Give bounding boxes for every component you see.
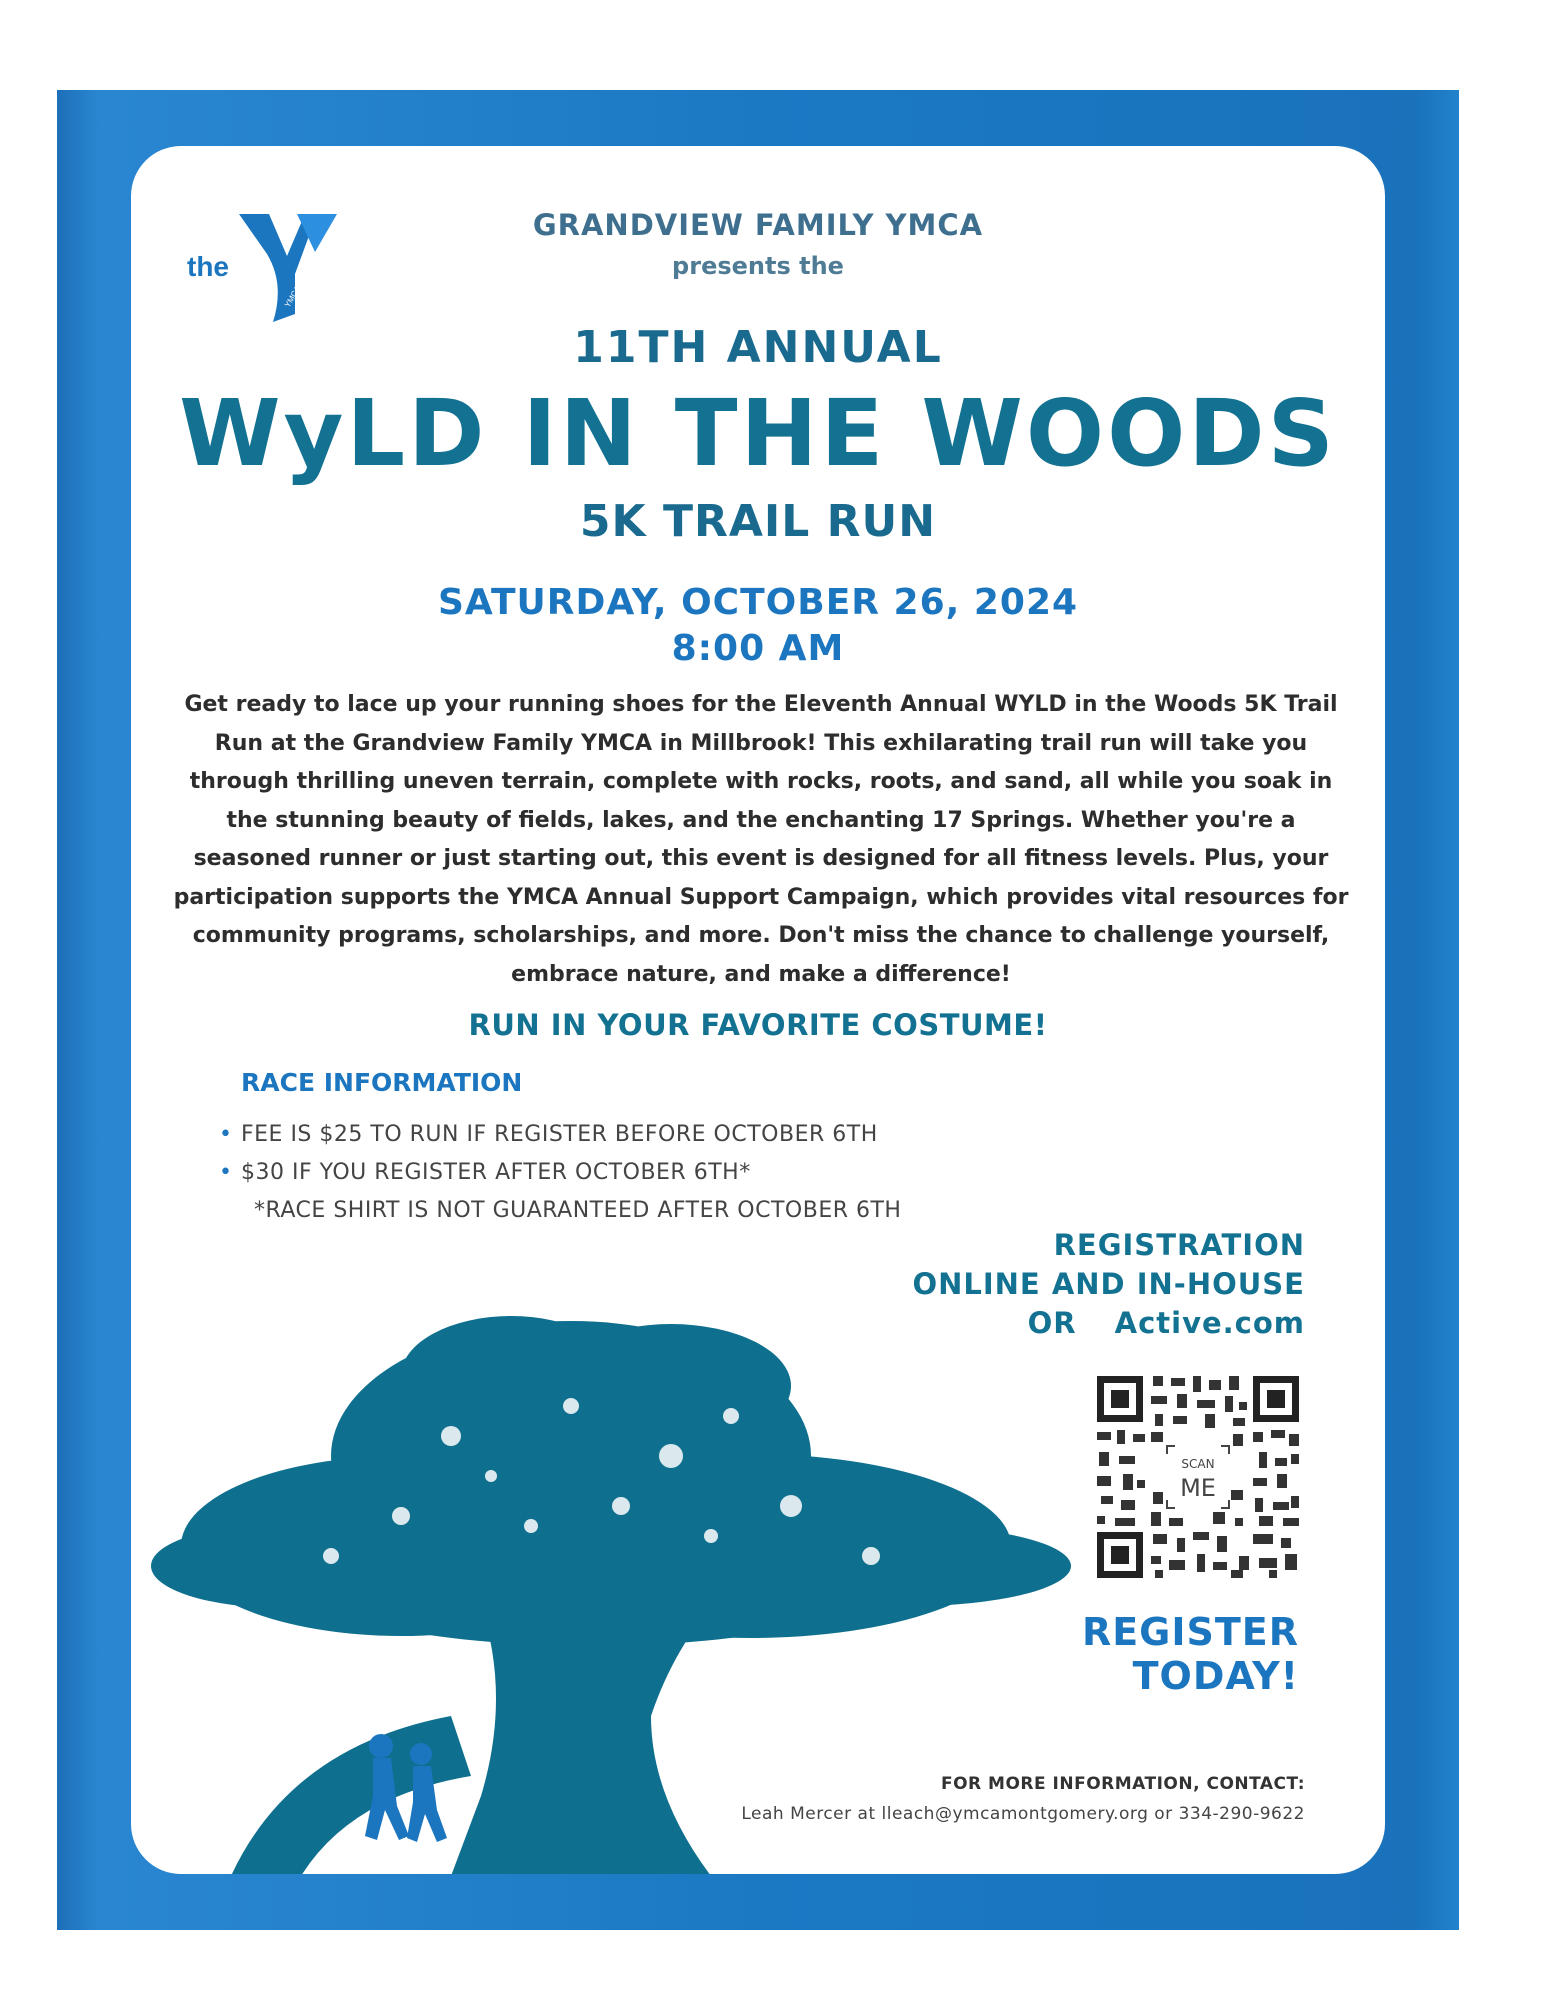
registration-heading: REGISTRATION bbox=[1053, 1228, 1305, 1262]
bullet-icon: • bbox=[219, 1160, 233, 1185]
contact-details: Leah Mercer at lleach@ymcamontgomery.org or 334-290-9622 bbox=[741, 1804, 1305, 1824]
fee-list bbox=[219, 1116, 878, 1192]
qr-me-text: ME bbox=[1180, 1474, 1216, 1502]
blue-border-frame bbox=[57, 90, 1459, 1930]
or-text: OR bbox=[1027, 1306, 1077, 1340]
logo-word: the bbox=[187, 251, 229, 282]
flyer-panel bbox=[131, 146, 1385, 1874]
logo-small-text: YMCA bbox=[282, 284, 303, 309]
registration-methods: ONLINE AND IN-HOUSE bbox=[912, 1267, 1305, 1301]
event-title: WyLD IN THE WOODS bbox=[179, 380, 1337, 487]
register-cta-line2: TODAY! bbox=[1132, 1654, 1299, 1698]
list-item bbox=[219, 1154, 878, 1192]
register-cta-line1: REGISTER bbox=[1081, 1610, 1299, 1654]
shirt-note: *RACE SHIRT IS NOT GUARANTEED AFTER OCTOBER 6TH bbox=[254, 1198, 902, 1223]
presents-text: presents the bbox=[672, 252, 844, 280]
qr-scan-text: SCAN bbox=[1181, 1457, 1215, 1471]
event-subtitle: 5K TRAIL RUN bbox=[579, 496, 937, 547]
list-item bbox=[219, 1116, 878, 1154]
costume-callout: RUN IN YOUR FAVORITE COSTUME! bbox=[468, 1008, 1048, 1042]
active-link[interactable]: Active.com bbox=[1114, 1306, 1305, 1340]
contact-heading: FOR MORE INFORMATION, CONTACT: bbox=[940, 1774, 1305, 1794]
bullet-icon: • bbox=[219, 1122, 233, 1147]
event-date: SATURDAY, OCTOBER 26, 2024 bbox=[437, 582, 1079, 623]
annual-heading: 11TH ANNUAL bbox=[573, 322, 943, 373]
fee-early: FEE IS $25 TO RUN IF REGISTER BEFORE OCTOBER 6TH bbox=[241, 1122, 878, 1147]
event-description: Get ready to lace up your running shoes for the Eleventh Annual WYLD in the Woods 5K Trail Run at the Grandview Family YMCA in Millbrook! This exhilarating trail run will take you through thrilling uneven terrain, complete with rocks, roots, and sand, all while you soak in the stunning beauty of fields, lakes, and the enchanting 17 Springs. Whether you're a seasoned runner or just starting out, this event is designed for all fitness levels. Plus, your participation supports the YMCA Annual Support Campaign, which provides vital resources for community programs, scholarships, and more. Don't miss the chance to challenge yourself, embrace nature, and make a difference! bbox=[173, 692, 1349, 987]
event-time: 8:00 AM bbox=[671, 628, 845, 669]
fee-late: $30 IF YOU REGISTER AFTER OCTOBER 6TH* bbox=[241, 1160, 751, 1185]
org-name: GRANDVIEW FAMILY YMCA bbox=[532, 208, 984, 242]
race-info-title: RACE INFORMATION bbox=[241, 1068, 523, 1097]
qr-code[interactable] bbox=[1093, 1372, 1303, 1582]
